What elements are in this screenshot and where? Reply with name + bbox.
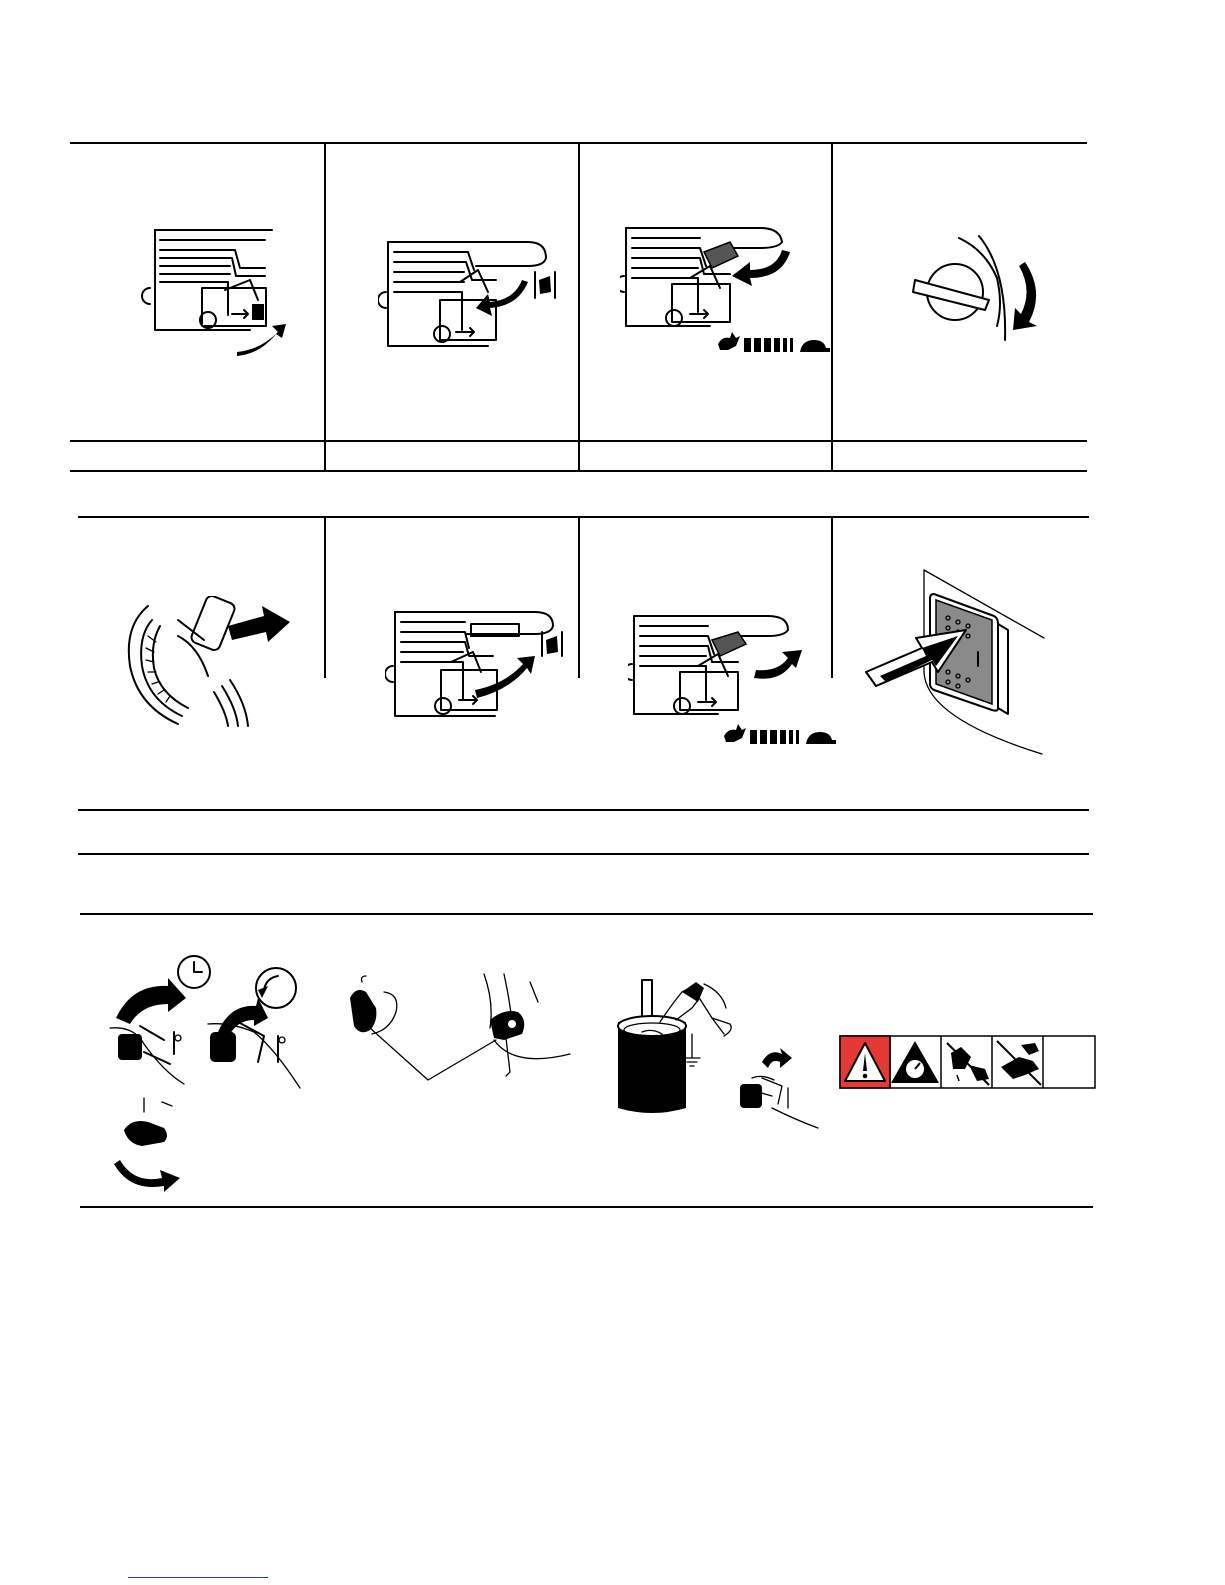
section1-divider-3 [831,142,833,440]
step-choke-close [378,222,558,362]
fuel-valve-on-icon [140,220,290,360]
section2-caption-rule [78,809,1089,811]
pull-starter-cord-icon [118,596,298,728]
rabbit-turtle-scale-icon [724,724,836,744]
section2-divider-2 [578,516,580,678]
choke-open-icon [385,600,570,728]
step-throttle-fast [620,222,830,362]
power-switch-on-icon [862,568,1052,760]
step-pressure-relief [104,952,304,1194]
step-throttle-set [628,610,838,750]
section2-divider-1 [324,516,326,678]
clock-icon [178,956,210,988]
section1-tick-2 [578,440,580,470]
section3-bottom-rule [80,1206,1093,1208]
section1-divider-1 [324,142,326,440]
rabbit-turtle-scale-icon [718,332,830,352]
warning-symbols-strip-icon [839,1035,1096,1089]
engine-switch-on-icon [905,230,1065,350]
throttle-fast-icon [620,222,830,362]
choke-close-icon [378,222,558,362]
step-fuel-valve [140,220,290,360]
step-flush-pail [612,978,822,1130]
section1-tick-1 [324,440,326,470]
step-choke-open [385,600,570,728]
pressure-knob-and-valve-icon [104,952,304,1194]
step-engine-switch [905,230,1065,350]
section1-divider-2 [578,142,580,440]
section2-top-rule [78,516,1089,518]
section1-tick-3 [831,440,833,470]
step-warning-strip [839,1035,1096,1089]
ground-clamp-icon [344,972,576,1084]
section3-top-rule-a [78,853,1089,855]
step-pull-starter [118,596,298,728]
section1-caption-rule [70,470,1087,472]
section3-top-rule-b [80,913,1093,915]
flush-pail-gun-icon [612,978,822,1130]
choke-symbol-icon [542,632,562,656]
footer-link-underline [128,1577,268,1578]
choke-symbol-icon [535,272,555,298]
throttle-set-icon [628,610,838,750]
gauge-icon [256,968,296,1008]
step-power-switch [862,568,1052,760]
step-ground-clamp [344,972,576,1084]
